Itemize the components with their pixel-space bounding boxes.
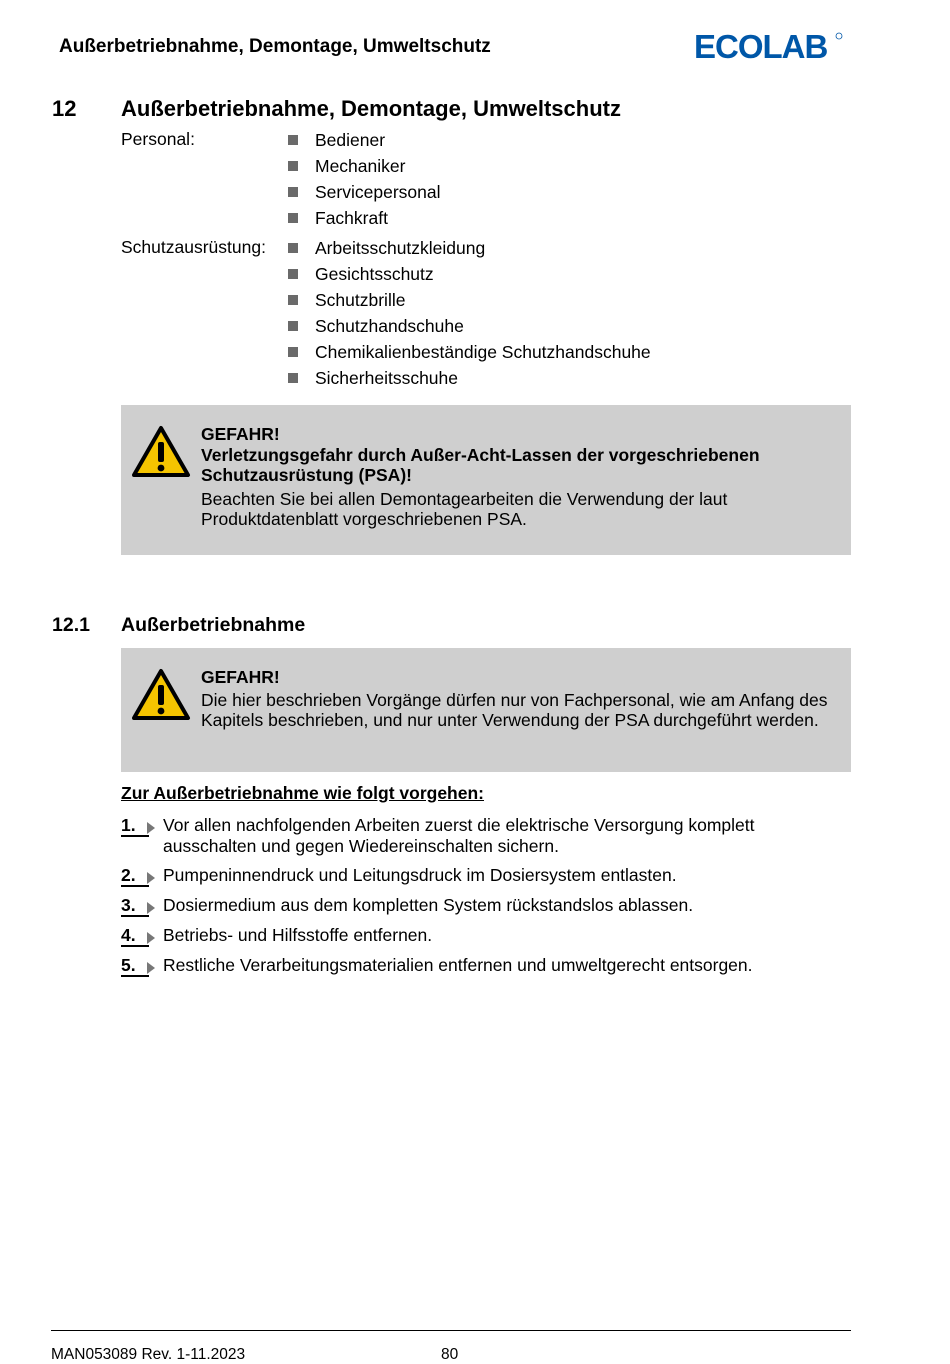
logo-text: ECOLAB (694, 30, 828, 64)
warning-heading: GEFAHR! (201, 424, 280, 444)
procedure-step (121, 815, 821, 857)
subsection-number: 12.1 (52, 614, 90, 636)
step-number: 5. (121, 955, 136, 975)
bullet-square-icon (288, 213, 298, 223)
step-text: Restliche Verarbeitungsmaterialien entfernen und umweltgerecht entsorgen. (163, 955, 753, 975)
bullet-square-icon (288, 321, 298, 331)
list-item: Arbeitsschutzkleidung (288, 235, 485, 261)
list-item: Chemikalienbeständige Schutzhandschuhe (288, 339, 651, 365)
bullet-square-icon (288, 135, 298, 145)
ecolab-logo (694, 30, 844, 64)
list-item: Fachkraft (288, 205, 388, 231)
step-number: 3. (121, 895, 136, 915)
footer-document-id: MAN053089 Rev. 1-11.2023 (51, 1346, 246, 1363)
bullet-square-icon (288, 295, 298, 305)
protection-label: Schutzausrüstung: (121, 237, 266, 257)
warning-triangle-icon (131, 425, 191, 479)
step-text: Vor allen nachfolgenden Arbeiten zuerst die elektrische Versorgung komplett ausschalten und gegen Wiedereinschalten sichern. (163, 815, 755, 856)
list-item: Schutzbrille (288, 287, 405, 313)
warning-triangle-icon (131, 668, 191, 722)
list-item: Sicherheitsschuhe (288, 365, 458, 391)
bullet-square-icon (288, 269, 298, 279)
step-arrow-icon (147, 822, 155, 834)
section-title: Außerbetriebnahme, Demontage, Umweltschutz (121, 96, 621, 121)
step-number: 2. (121, 865, 136, 885)
list-item: Schutzhandschuhe (288, 313, 464, 339)
footer-page-number: 80 (441, 1346, 459, 1363)
section-number: 12 (52, 96, 77, 121)
procedure-heading: Zur Außerbetriebnahme wie folgt vorgehen: (121, 783, 484, 803)
bullet-square-icon (288, 187, 298, 197)
list-item: Bediener (288, 127, 385, 153)
bullet-square-icon (288, 347, 298, 357)
procedure-step (121, 895, 821, 917)
step-arrow-icon (147, 932, 155, 944)
list-item: Gesichtsschutz (288, 261, 434, 287)
personal-label: Personal: (121, 129, 195, 149)
bullet-square-icon (288, 373, 298, 383)
warning-body: Die hier beschrieben Vorgänge dürfen nur von Fachpersonal, wie am Anfang des Kapitels beschrieben, und nur unter Verwendung der PSA durchgeführt werden. (201, 689, 828, 730)
step-text: Betriebs- und Hilfsstoffe entfernen. (163, 925, 433, 945)
procedure-step (121, 865, 821, 887)
procedure-step (121, 925, 821, 947)
step-text: Pumpeninnendruck und Leitungsdruck im Dosiersystem entlasten. (163, 865, 677, 885)
footer-divider (51, 1330, 851, 1331)
danger-warning-box (121, 648, 851, 772)
step-number: 4. (121, 925, 136, 945)
procedure-step (121, 955, 821, 977)
step-text: Dosiermedium aus dem kompletten System rückstandslos ablassen. (163, 895, 694, 915)
subsection-title: Außerbetriebnahme (121, 614, 306, 636)
warning-body: Beachten Sie bei allen Demontagearbeiten die Verwendung der laut Produktdatenblatt vorgeschriebenen PSA. (201, 488, 728, 529)
list-item: Mechaniker (288, 153, 405, 179)
list-item: Servicepersonal (288, 179, 440, 205)
step-arrow-icon (147, 962, 155, 974)
running-header-title: Außerbetriebnahme, Demontage, Umweltschutz (59, 36, 491, 57)
warning-heading: GEFAHR! (201, 667, 280, 687)
bullet-square-icon (288, 161, 298, 171)
step-arrow-icon (147, 902, 155, 914)
bullet-square-icon (288, 243, 298, 253)
warning-subheading: Verletzungsgefahr durch Außer-Acht-Lassen der vorgeschriebenen Schutzausrüstung (PSA)! (201, 444, 760, 485)
step-number: 1. (121, 815, 136, 835)
step-arrow-icon (147, 872, 155, 884)
danger-warning-box (121, 405, 851, 555)
